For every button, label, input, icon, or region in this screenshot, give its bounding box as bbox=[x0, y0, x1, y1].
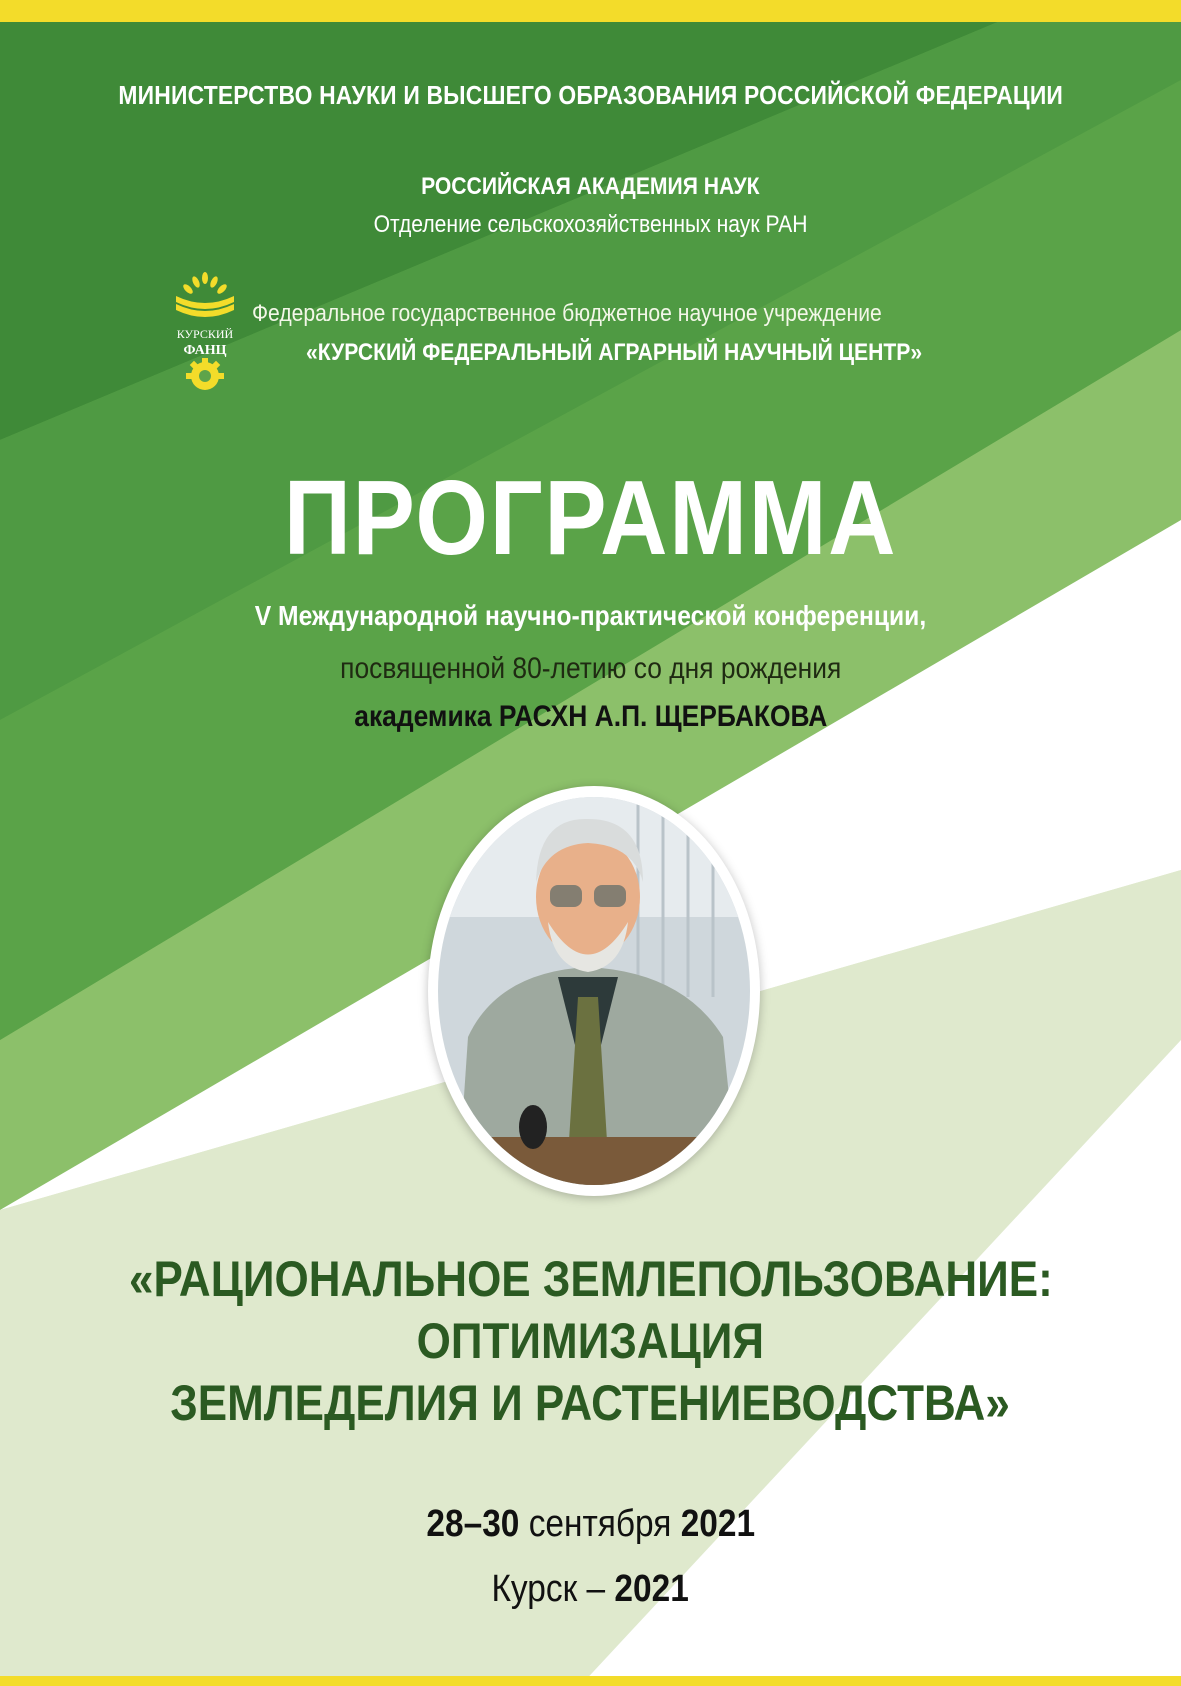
theme-line3: ЗЕМЛЕДЕЛИЯ И РАСТЕНИЕВОДСТВА» bbox=[170, 1375, 1011, 1431]
kursk-fanc-logo bbox=[172, 272, 238, 394]
city-year: 2021 bbox=[614, 1568, 690, 1610]
event-year: 2021 bbox=[680, 1503, 755, 1545]
event-city bbox=[0, 1568, 1181, 1611]
institution-line2: «КУРСКИЙ ФЕДЕРАЛЬНЫЙ АГРАРНЫЙ НАУЧНЫЙ ЦЕНТР» bbox=[306, 339, 923, 366]
top-yellow-stripe bbox=[0, 0, 1181, 22]
academy-heading: РОССИЙСКАЯ АКАДЕМИЯ НАУК bbox=[421, 173, 760, 200]
bottom-yellow-stripe bbox=[0, 1676, 1181, 1686]
conference-line: V Международной научно-практической конференции, bbox=[254, 600, 927, 631]
theme-line1: «РАЦИОНАЛЬНОЕ ЗЕМЛЕПОЛЬЗОВАНИЕ: bbox=[128, 1251, 1053, 1307]
department-name: Отделение сельскохозяйственных наук РАН bbox=[373, 211, 808, 238]
event-month: сентября bbox=[528, 1503, 672, 1545]
ministry-heading: МИНИСТЕРСТВО НАУКИ И ВЫСШЕГО ОБРАЗОВАНИЯ РОССИЙСКОЙ ФЕДЕРАЦИИ bbox=[118, 80, 1063, 110]
academician-portrait bbox=[438, 797, 750, 1185]
theme-line2: ОПТИМИЗАЦИЯ bbox=[416, 1313, 765, 1369]
logo-text-line1: КУРСКИЙ bbox=[176, 327, 234, 341]
institution-line1: Федеральное государственное бюджетное научное учреждение bbox=[252, 300, 882, 327]
city-name: Курск – bbox=[491, 1568, 606, 1610]
logo-text-line2: ФАНЦ bbox=[183, 343, 227, 358]
program-title: ПРОГРАММА bbox=[283, 459, 898, 577]
event-days: 28–30 bbox=[426, 1503, 520, 1545]
event-dates bbox=[0, 1503, 1181, 1546]
dedication-line: посвященной 80-летию со дня рождения bbox=[339, 652, 842, 685]
academician-line: академика РАСХН А.П. ЩЕРБАКОВА bbox=[353, 700, 828, 733]
